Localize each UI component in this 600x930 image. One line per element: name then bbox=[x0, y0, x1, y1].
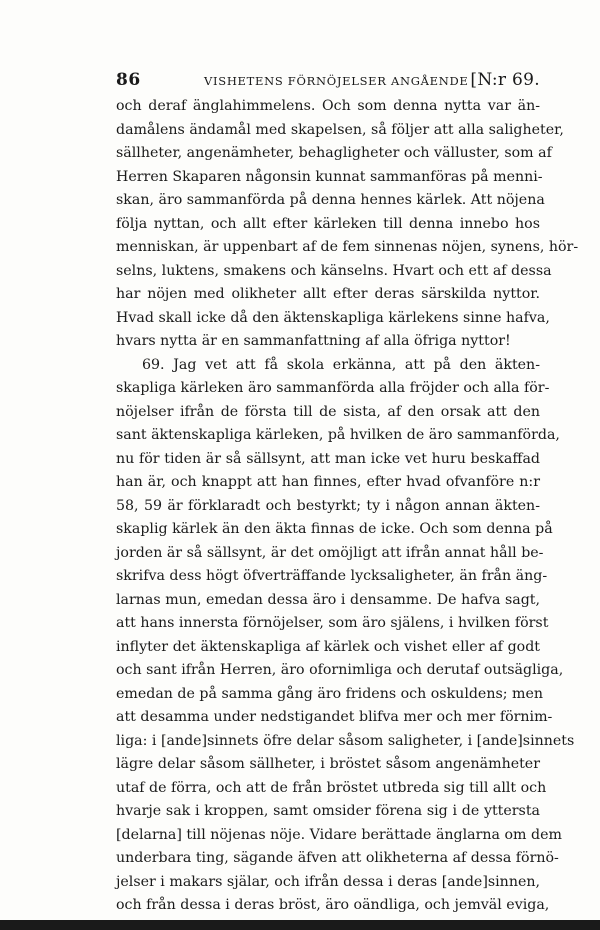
text-line: larnas mun, emedan dessa äro i densamme. De hafva sagt, bbox=[116, 591, 540, 608]
text-line: hvarje sak i kroppen, samt omsider förena sig i de yttersta bbox=[116, 803, 540, 819]
section-marker: [N:r 69. bbox=[470, 70, 540, 90]
text-line: jelser i makars själar, och ifrån dessa i deras [ande]sinnen, bbox=[116, 873, 540, 890]
page-header bbox=[116, 70, 540, 92]
text-line: och sant ifrån Herren, äro ofornimliga och derutaf outsägliga, bbox=[116, 662, 564, 678]
text-line: damålens ändamål med skapelsen, så följer att alla saligheter, bbox=[116, 121, 564, 138]
text-line: han är, och knappt att han finnes, efter hvad ofvanföre n:r bbox=[116, 474, 540, 490]
text-line: emedan de på samma gång äro fridens och oskuldens; men bbox=[116, 685, 544, 702]
text-line: [delarna] till nöjenas nöje. Vidare berättade änglarna om dem bbox=[116, 826, 562, 843]
text-line: följa nyttan, och allt efter kärleken till denna innebo hos bbox=[116, 215, 540, 232]
text-line: skaplig kärlek än den äkta finnas de icke. Och som denna på bbox=[116, 521, 553, 537]
text-line: sant äktenskapliga kärleken, på hvilken de äro sammanförda, bbox=[116, 427, 560, 443]
text-line: inflyter det äktenskapliga af kärlek och vishet eller af godt bbox=[116, 638, 540, 655]
text-line: selns, luktens, smakens och känselns. Hvart och ett af dessa bbox=[116, 262, 552, 279]
text-line: 58, 59 är förklaradt och bestyrkt; ty i någon annan äkten- bbox=[116, 497, 540, 514]
text-line: att desamma under nedstigandet blifva mer och mer förnim- bbox=[116, 709, 553, 725]
text-line: jorden är så sällsynt, är det omöjligt att ifrån annat håll be- bbox=[116, 544, 544, 561]
text-line: liga: i [ande]sinnets öfre delar såsom saligheter, i [ande]sinnets bbox=[116, 732, 575, 749]
text-line: skrifva dess högt öfverträffande lycksaligheter, än från äng- bbox=[116, 568, 548, 584]
text-line: Hvad skall icke då den äktenskapliga kärlekens sinne hafva, bbox=[116, 309, 550, 326]
paragraph-start: 69. Jag vet att få skola erkänna, att på den äkten- bbox=[142, 356, 540, 373]
text-line: underbara ting, sägande äfven att olikheterna af dessa förnö- bbox=[116, 850, 559, 866]
text-line: nöjelser ifrån de första till de sista, af den orsak att den bbox=[116, 403, 540, 420]
text-line: att hans innersta förnöjelser, som äro själens, i hvilken först bbox=[116, 615, 549, 631]
body-text bbox=[116, 95, 579, 918]
text-line: Herren Skaparen någonsin kunnat sammanföras på menni- bbox=[116, 168, 543, 185]
text-line: hvars nytta är en sammanfattning af alla öfriga nyttor! bbox=[116, 333, 511, 349]
text-line: har nöjen med olikheter allt efter deras särskilda nyttor. bbox=[116, 286, 540, 302]
text-line: lägre delar såsom sällheter, i bröstet såsom angenämheter bbox=[116, 756, 540, 772]
scan-bottom-edge bbox=[0, 920, 600, 930]
text-line: menniskan, är uppenbart af de fem sinnenas nöjen, synens, hör- bbox=[116, 239, 579, 255]
text-line: skapliga kärleken äro sammanförda alla fröjder och alla för- bbox=[116, 380, 550, 396]
running-title: VISHETENS FÖRNÖJELSER ANGÅENDE bbox=[204, 74, 469, 88]
text-line: sällheter, angenämheter, behagligheter och välluster, som af bbox=[116, 145, 552, 161]
text-line: nu för tiden är så sällsynt, att man icke vet huru beskaffad bbox=[116, 450, 540, 467]
text-line: och från dessa i deras bröst, äro oändliga, och jemväl eviga, bbox=[116, 897, 550, 913]
text-line: skan, äro sammanförda på denna hennes kärlek. Att nöjena bbox=[116, 192, 545, 208]
page-number: 86 bbox=[116, 70, 141, 90]
text-line: och deraf änglahimmelens. Och som denna nytta var än- bbox=[116, 98, 540, 114]
text-line: utaf de förra, och att de från bröstet utbreda sig till allt och bbox=[116, 779, 547, 796]
